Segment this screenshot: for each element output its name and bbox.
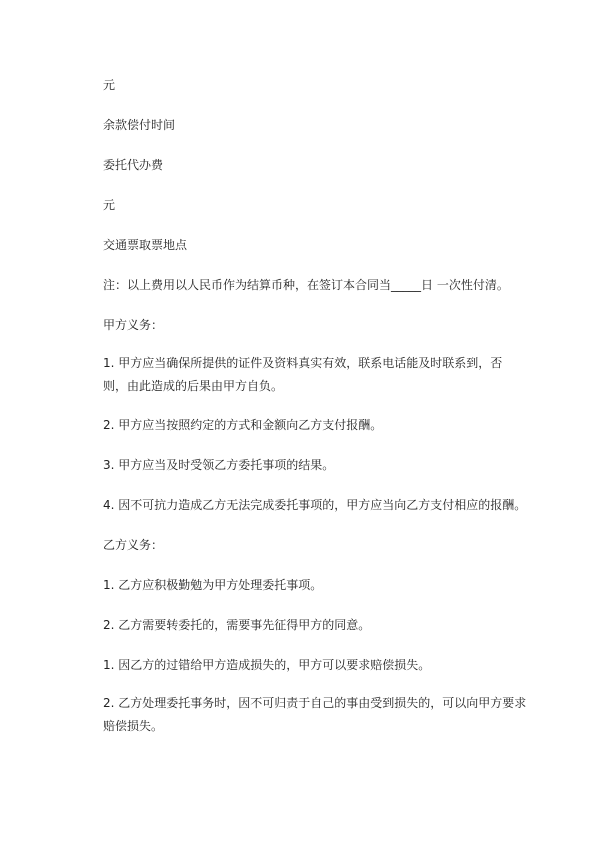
party-a-item-3: 3. 甲方应当及时受领乙方委托事项的结果。	[103, 458, 335, 472]
party-b-item-3: 1. 因乙方的过错给甲方造成损失的，甲方可以要求赔偿损失。	[103, 658, 431, 672]
text-line-fee-note: 注：以上费用以人民币作为结算币种，在签订本合同当_____日 一次性付清。	[103, 278, 509, 292]
party-b-item-2: 2. 乙方需要转委托的，需要事先征得甲方的同意。	[103, 618, 371, 632]
text-line-yuan-2: 元	[103, 198, 116, 212]
party-b-obligations-heading: 乙方义务：	[103, 538, 164, 552]
party-a-obligations-heading: 甲方义务：	[103, 318, 164, 332]
party-a-item-2: 2. 甲方应当按照约定的方式和金额向乙方支付报酬。	[103, 418, 383, 432]
party-b-item-1: 1. 乙方应积极勤勉为甲方处理委托事项。	[103, 578, 323, 592]
party-a-item-4: 4. 因不可抗力造成乙方无法完成委托事项的，甲方应当向乙方支付相应的报酬。	[103, 498, 527, 512]
party-b-item-4: 2. 乙方处理委托事务时，因不可归责于自己的事由受到损失的，可以向甲方要求赔偿损失。	[103, 696, 527, 733]
text-line-balance-payment-time: 余款偿付时间	[103, 118, 176, 132]
text-line-agency-fee: 委托代办费	[103, 158, 164, 172]
text-line-yuan-1: 元	[103, 78, 116, 92]
party-a-item-1: 1. 甲方应当确保所提供的证件及资料真实有效，联系电话能及时联系到，否则，由此造成的后果由甲方自负。	[103, 356, 503, 393]
text-line-ticket-pickup-location: 交通票取票地点	[103, 238, 188, 252]
